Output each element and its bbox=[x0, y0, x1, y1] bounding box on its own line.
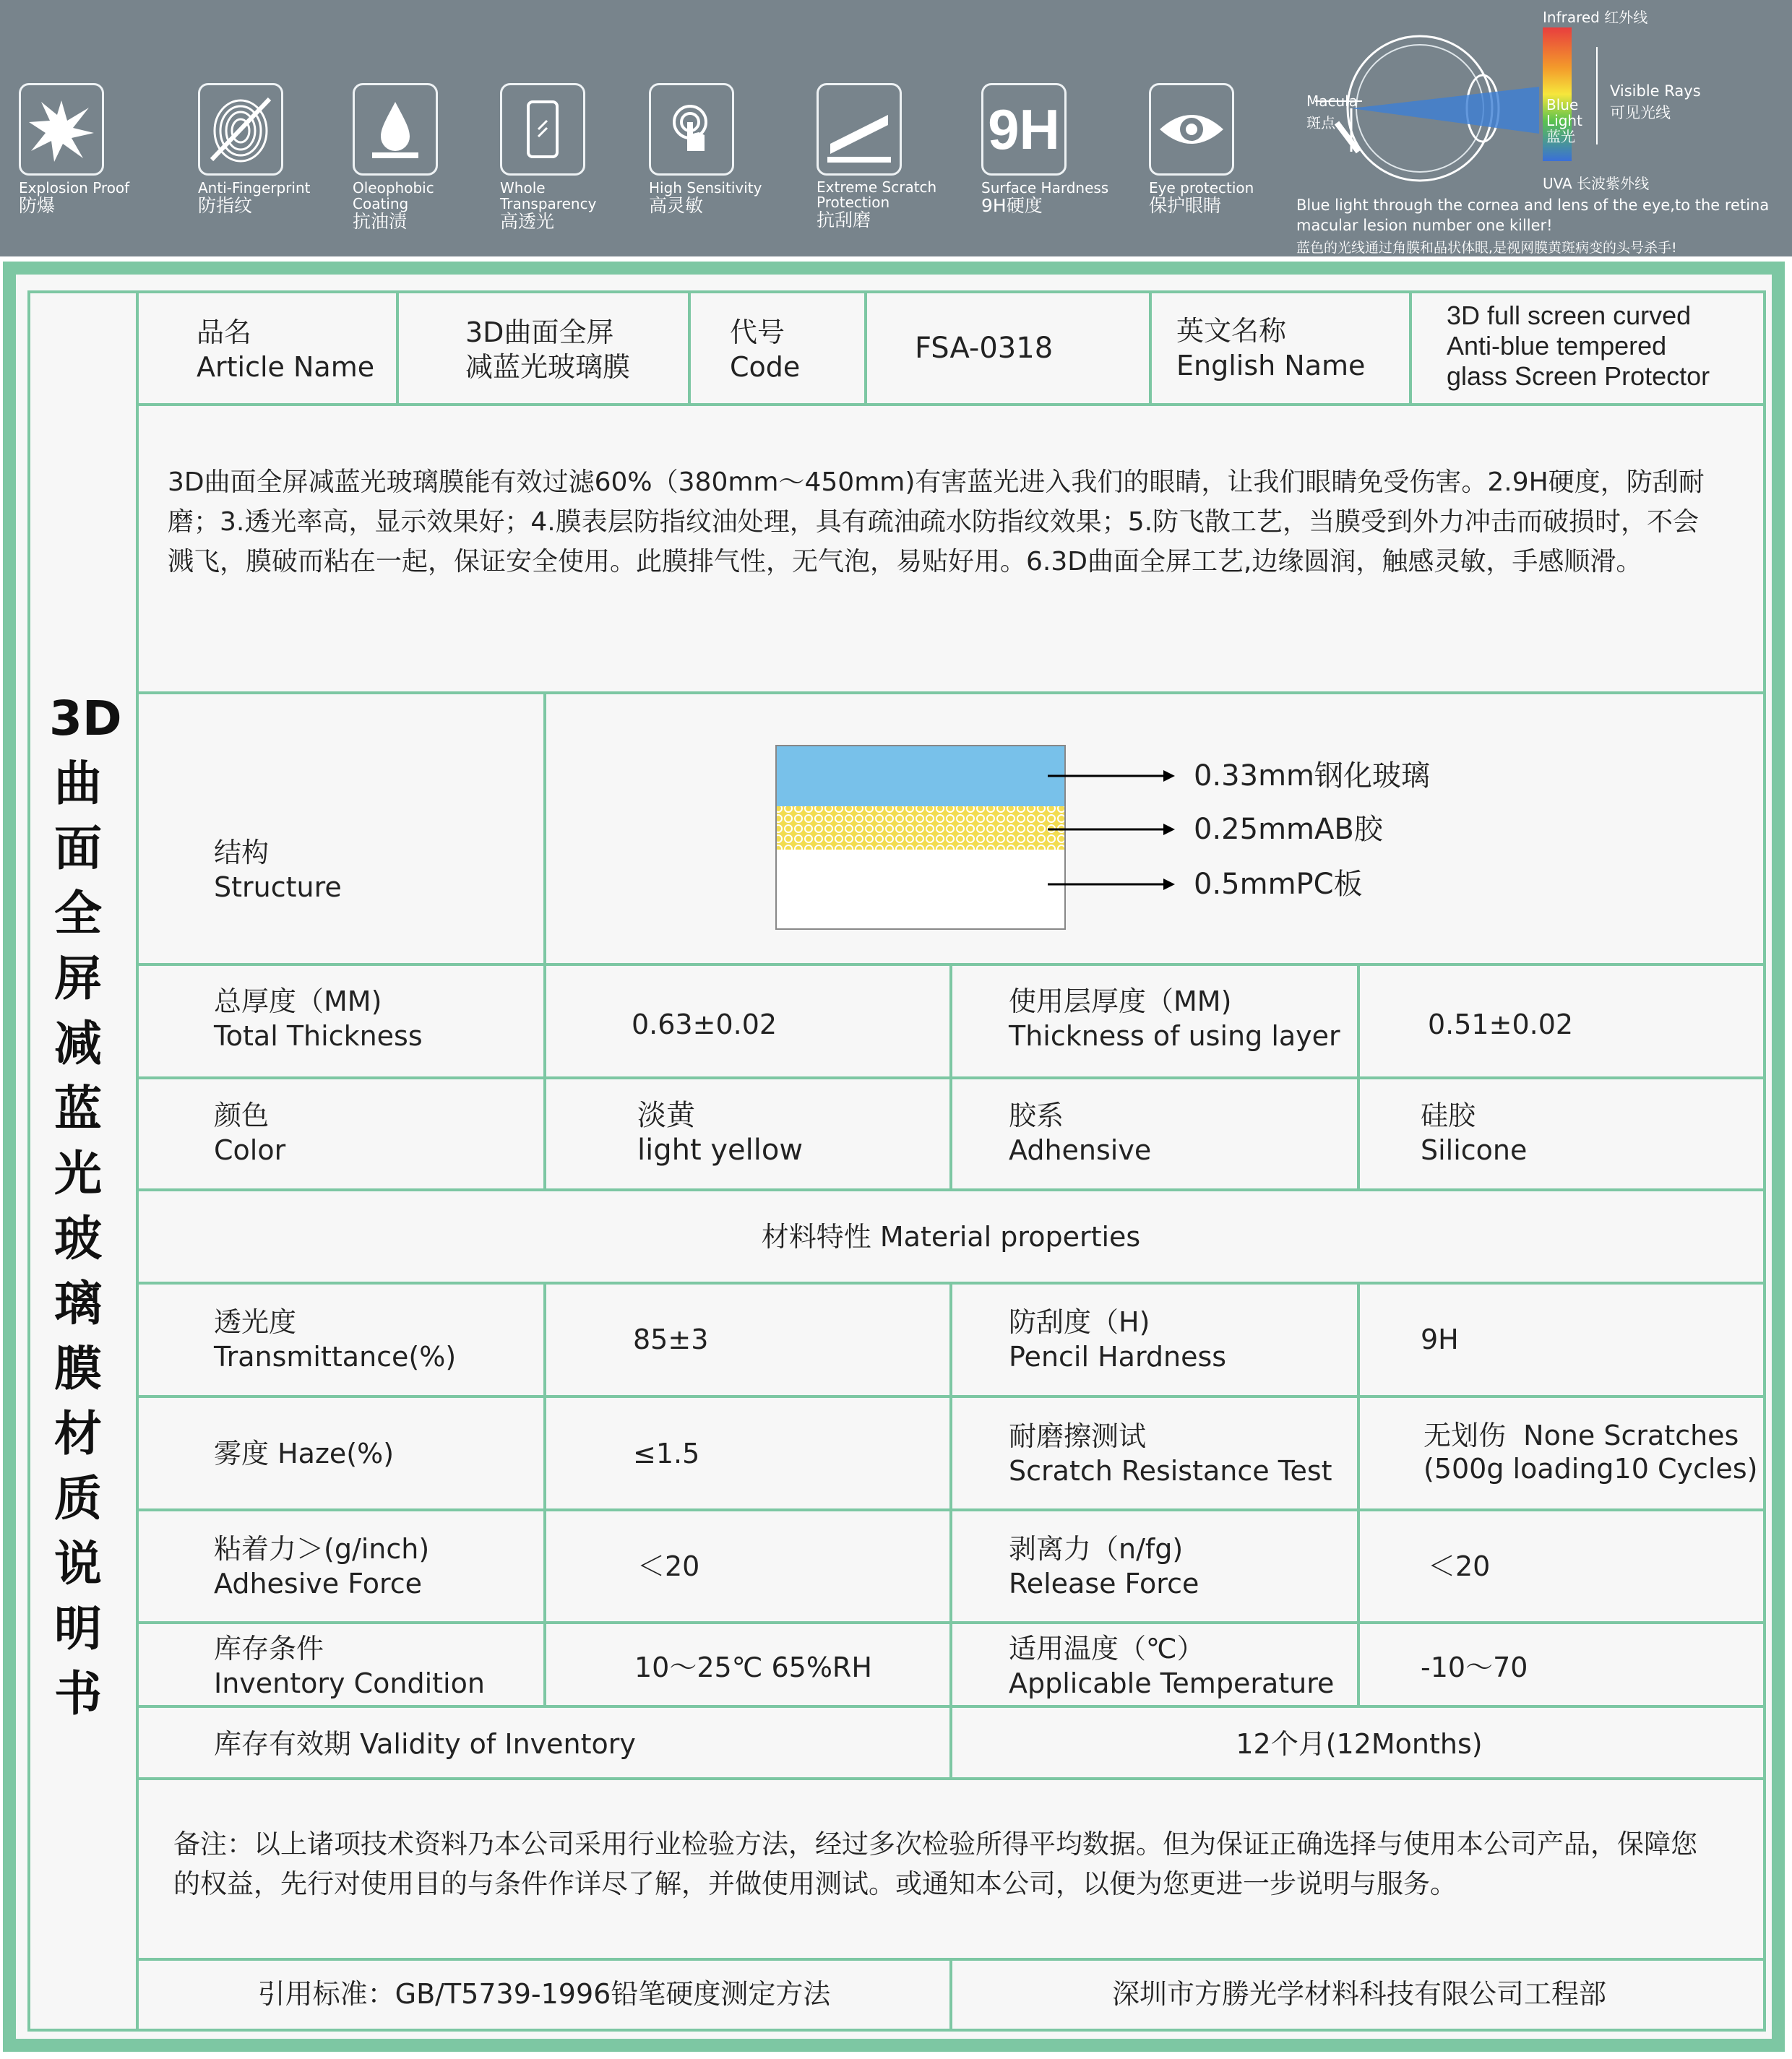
label-en: Applicable Temperature bbox=[1009, 1667, 1335, 1699]
adhensive-label bbox=[1009, 1098, 1151, 1167]
scratch-icon bbox=[817, 83, 902, 176]
label-en: Color bbox=[214, 1134, 286, 1166]
pc-layer bbox=[776, 850, 1065, 929]
label-zh: 适用温度（℃） bbox=[1009, 1633, 1205, 1665]
label-zh: 库存条件 bbox=[214, 1633, 324, 1665]
article-value: 3D曲面全屏 减蓝光玻璃膜 bbox=[465, 316, 631, 383]
label-zh: 使用层厚度（MM) bbox=[1009, 985, 1232, 1017]
touch-icon bbox=[649, 83, 734, 176]
adhensive-value: 硅胶 Silicone bbox=[1421, 1100, 1528, 1166]
code-label bbox=[730, 315, 800, 384]
visible-rays-zh-label: 可见光线 bbox=[1610, 104, 1671, 121]
applicable-temperature-label bbox=[1009, 1631, 1334, 1701]
uva-label: UVA 长波紫外线 bbox=[1543, 175, 1650, 192]
feature-oleophobic bbox=[353, 83, 454, 232]
code-value: FSA-0318 bbox=[915, 332, 1054, 365]
code-label-zh: 代号 bbox=[730, 316, 785, 348]
label-en: Total Thickness bbox=[214, 1020, 423, 1052]
release-force-value: ＜20 bbox=[1428, 1550, 1491, 1582]
adhesive-force-label bbox=[214, 1532, 429, 1601]
reference-standard: 引用标准：GB/T5739-1996铅笔硬度测定方法 bbox=[257, 1978, 831, 2010]
label-zh: 剥离力（n/fg) bbox=[1009, 1533, 1184, 1565]
feature-scratch bbox=[817, 83, 947, 230]
infrared-label: Infrared 红外线 bbox=[1543, 9, 1648, 26]
material-properties-header: 材料特性 Material properties bbox=[761, 1221, 1141, 1253]
using-layer-thickness-label bbox=[1009, 984, 1340, 1053]
macula-zh-label: 斑点 bbox=[1306, 114, 1335, 131]
label-en: Inventory Condition bbox=[214, 1667, 485, 1699]
phone-icon bbox=[500, 83, 585, 176]
feature-banner bbox=[0, 0, 1792, 256]
feature-eye-protection bbox=[1149, 83, 1254, 216]
feature-zh: 高透光 bbox=[500, 211, 555, 232]
label-en: Scratch Resistance Test bbox=[1009, 1455, 1332, 1487]
pencil-hardness-value: 9H bbox=[1421, 1324, 1459, 1355]
explosion-icon bbox=[19, 83, 104, 176]
feature-en: Extreme Scratch Protection bbox=[817, 178, 937, 211]
feature-zh: 9H硬度 bbox=[981, 195, 1043, 216]
company-name: 深圳市方勝光学材料科技有限公司工程部 bbox=[1111, 1978, 1606, 2010]
scratch-resistance-value: 无划伤 None Scratches (500g loading10 Cycles) bbox=[1423, 1420, 1758, 1485]
macula-label: Macula bbox=[1306, 92, 1358, 110]
label-zh: 防刮度（H) bbox=[1009, 1306, 1150, 1338]
inventory-condition-value: 10～25℃ 65%RH bbox=[634, 1652, 872, 1683]
adhesive-force-value: ＜20 bbox=[637, 1550, 700, 1582]
product-description: 3D曲面全屏减蓝光玻璃膜能有效过滤60%（380mm～450mm)有害蓝光进入我们的眼睛，让我们眼睛免受伤害。2.9H硬度，防刮耐磨；3.透光率高，显示效果好；4.膜表层防指纹油处理，具有疏油疏水防指纹效果；5.防飞散工艺，当膜受到外力冲击而破损时，不会溅飞，膜破而粘在一起，保证安全使用。此膜排气性，无气泡，易贴好用。6.3D曲面全屏工艺,边缘圆润，触感灵敏，手感顺滑。 bbox=[168, 467, 1705, 577]
haze-value: ≤1.5 bbox=[633, 1438, 700, 1469]
using-layer-thickness-value: 0.51±0.02 bbox=[1428, 1009, 1574, 1040]
label-en: Adhesive Force bbox=[214, 1568, 423, 1600]
color-label bbox=[214, 1098, 285, 1167]
validity-label: 库存有效期 Validity of Inventory bbox=[214, 1728, 636, 1760]
feature-transparency bbox=[500, 83, 608, 232]
layer-label-pc: 0.5mmPC板 bbox=[1194, 868, 1363, 901]
total-thickness-value: 0.63±0.02 bbox=[632, 1009, 777, 1040]
eye-caption-zh: 蓝色的光线通过角膜和晶状体眼,是视网膜黄斑病变的头号杀手! bbox=[1296, 240, 1677, 256]
hardness-badge: 9H bbox=[988, 97, 1060, 161]
remarks-note: 备注：以上诸项技术资料乃本公司采用行业检验方法，经过多次检验所得平均数据。但为保证正确选择与使用本公司产品，保障您的权益，先行对使用目的与条件作详尽了解，并做使用测试。或通知本公司，以便为您更进一步说明与服务。 bbox=[173, 1829, 1697, 1899]
transmittance-label bbox=[214, 1305, 456, 1374]
article-label-zh: 品名 bbox=[197, 316, 252, 348]
feature-en: Whole Transparency bbox=[500, 179, 597, 212]
layer-label-glue: 0.25mmAB胶 bbox=[1194, 813, 1383, 846]
label-en: Adhensive bbox=[1009, 1134, 1152, 1166]
total-thickness-label bbox=[214, 984, 423, 1053]
eye-diagram bbox=[1293, 0, 1792, 256]
structure-label-en: Structure bbox=[214, 871, 342, 903]
feature-zh: 防指纹 bbox=[198, 195, 253, 216]
label-zh: 总厚度（MM) bbox=[214, 985, 382, 1017]
feature-anti-fingerprint bbox=[198, 83, 310, 216]
english-name-value: 3D full screen curved Anti-blue tempered glass Screen Protector bbox=[1447, 301, 1710, 391]
feature-en: Oleophobic Coating bbox=[353, 179, 434, 212]
code-label-en: Code bbox=[730, 351, 801, 383]
english-label-en: English Name bbox=[1176, 350, 1366, 381]
hardness-9h-icon bbox=[981, 83, 1067, 176]
validity-value: 12个月(12Months) bbox=[1236, 1728, 1483, 1760]
label-zh: 胶系 bbox=[1009, 1100, 1064, 1131]
label-en: Thickness of using layer bbox=[1009, 1020, 1340, 1052]
layer-label-glass: 0.33mm钢化玻璃 bbox=[1194, 759, 1430, 793]
feature-sensitivity bbox=[649, 83, 762, 216]
applicable-temperature-value: -10～70 bbox=[1421, 1652, 1528, 1683]
label-zh: 透光度 bbox=[214, 1306, 297, 1338]
label-zh: 耐磨擦测试 bbox=[1009, 1420, 1147, 1452]
label-en: Release Force bbox=[1009, 1568, 1199, 1600]
eye-caption-en: Blue light through the cornea and lens of the eye,to the retina macular lesion number one killer! bbox=[1296, 197, 1770, 234]
inventory-condition-label bbox=[214, 1631, 485, 1701]
label-en: Transmittance(%) bbox=[214, 1341, 457, 1373]
english-label-zh: 英文名称 bbox=[1176, 315, 1287, 347]
feature-en: Surface Hardness bbox=[981, 179, 1109, 197]
transmittance-value: 85±3 bbox=[633, 1324, 709, 1355]
feature-zh: 保护眼睛 bbox=[1149, 195, 1222, 216]
feature-en: Eye protection bbox=[1149, 179, 1254, 197]
label-zh: 颜色 bbox=[214, 1100, 270, 1131]
color-value: 淡黄 light yellow bbox=[637, 1099, 804, 1167]
visible-rays-label: Visible Rays bbox=[1610, 82, 1701, 100]
label-zh: 粘着力＞(g/inch) bbox=[214, 1533, 430, 1565]
feature-en: High Sensitivity bbox=[649, 179, 762, 197]
glue-layer bbox=[776, 806, 1065, 850]
article-label-en: Article Name bbox=[197, 351, 375, 383]
eye-icon bbox=[1149, 83, 1234, 176]
layer-structure-diagram bbox=[773, 743, 1178, 932]
feature-zh: 防爆 bbox=[19, 195, 56, 216]
glass-layer bbox=[776, 746, 1065, 806]
feature-zh: 抗刮磨 bbox=[817, 210, 871, 230]
pencil-hardness-label bbox=[1009, 1305, 1226, 1374]
scratch-resistance-label bbox=[1009, 1419, 1332, 1488]
article-label bbox=[197, 315, 374, 384]
feature-zh: 抗油渍 bbox=[353, 211, 408, 232]
vertical-title: 3D曲面全屏减蓝光玻璃膜材质说明书 bbox=[49, 691, 122, 1722]
oil-drop-icon bbox=[353, 83, 438, 176]
structure-label-zh: 结构 bbox=[214, 837, 270, 868]
haze-label: 雾度 Haze(%) bbox=[214, 1438, 395, 1469]
structure-label bbox=[214, 835, 342, 905]
feature-zh: 高灵敏 bbox=[649, 195, 704, 216]
release-force-label bbox=[1009, 1532, 1199, 1601]
feature-explosion-proof bbox=[19, 83, 129, 216]
fingerprint-icon bbox=[198, 83, 283, 176]
feature-en: Explosion Proof bbox=[19, 179, 130, 197]
feature-hardness bbox=[981, 83, 1108, 216]
label-en: Pencil Hardness bbox=[1009, 1341, 1227, 1373]
blue-light-label: Blue Light 蓝光 bbox=[1546, 96, 1582, 145]
feature-en: Anti-Fingerprint bbox=[198, 179, 311, 197]
english-name-label bbox=[1176, 314, 1365, 383]
